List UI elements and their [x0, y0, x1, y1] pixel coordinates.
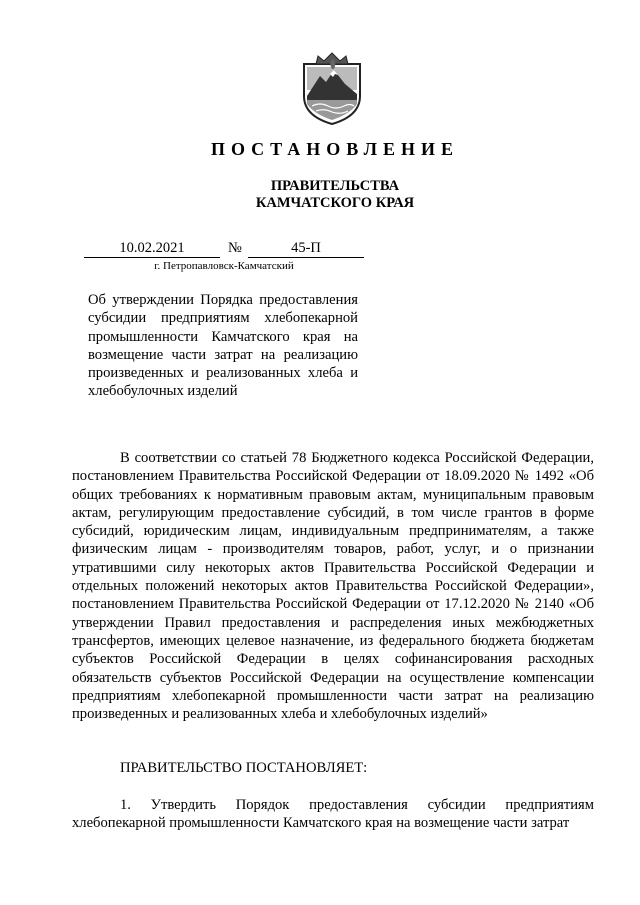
preamble-paragraph: В соответствии со статьей 78 Бюджетного кодекса Российской Федерации, постановлением Правительства Российской Федерации от 18.09.2020 № 1492 «Об общих требованиях к нормативным правовым актам, муниципальным правовым актам, регулирующим предоставление субсидий, в том числе грантов в форме субсидий, юридическим лицам, индивидуальным предпринимателям, а также физическим лицам - производителям товаров, работ, услуг, и о признании утратившими силу некоторых актов Правительства Российской Федерации и отдельных положений некоторых актов Правительства Российской Федерации», постановлением Правительства Российской Федерации от 17.12.2020 № 2140 «Об утверждении Правил предоставления и распределения иных межбюджетных трансфертов, имеющих целевое назначение, из федерального бюджета бюджетам субъектов Российской Федерации в целях софинансирования расходных обязательств субъектов Российской Федерации на осуществление компенсации предприятиям хлебопекарной промышленности части затрат на реализацию произведенных и реализованных хлеба и хлебобулочных изделий» — [72, 450, 594, 723]
issuer-block — [0, 178, 640, 212]
number-sign: № — [228, 240, 242, 256]
issuer-line-1: ПРАВИТЕЛЬСТВА — [270, 178, 400, 194]
document-number: 45-П — [248, 240, 364, 258]
clause-1-paragraph: 1. Утвердить Порядок предоставления субсидии предприятиям хлебопекарной промышленности Камчатского края на возмещение части затрат — [72, 797, 594, 832]
resolution-heading: ПРАВИТЕЛЬСТВО ПОСТАНОВЛЯЕТ: — [120, 760, 368, 776]
coat-of-arms-icon — [300, 50, 364, 126]
document-type-title: ПОСТАНОВЛЕНИЕ — [210, 139, 460, 159]
document-date: 10.02.2021 — [84, 240, 220, 258]
issuer-line-2: КАМЧАТСКОГО КРАЯ — [255, 195, 415, 211]
document-subject: Об утверждении Порядка предоставления субсидии предприятиям хлебопекарной промышленности Камчатского края на возмещение части затрат на реализацию произведенных и реализованных хлеба и хлебобулочных изделий — [88, 292, 358, 400]
document-city: г. Петропавловск-Камчатский — [154, 260, 294, 272]
